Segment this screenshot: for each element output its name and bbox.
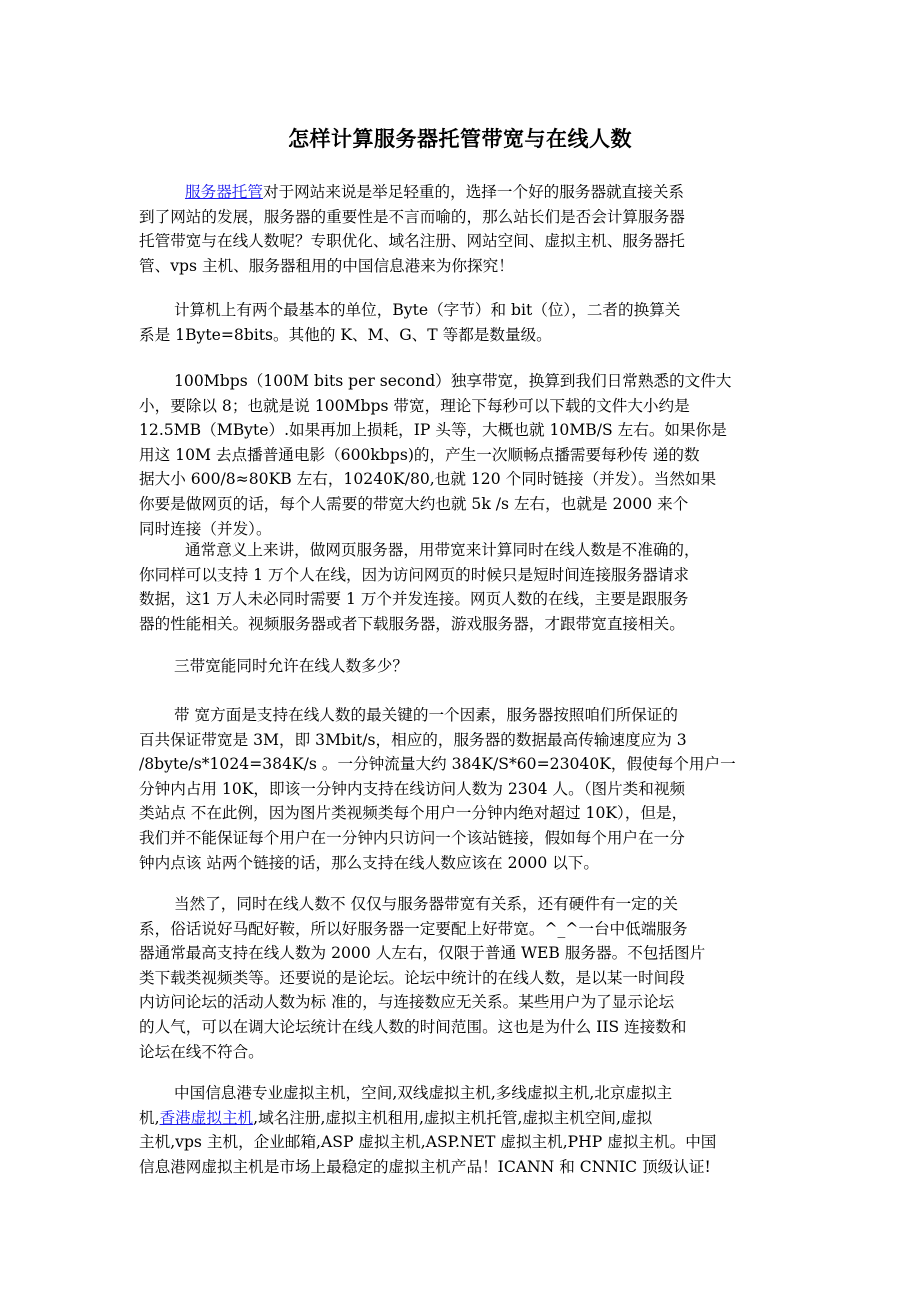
paragraph-line: 内访问论坛的活动人数为标 准的，与连接数应无关系。某些用户为了显示论坛: [139, 993, 675, 1012]
paragraph-line: 论坛在线不符合。: [139, 1042, 264, 1061]
paragraph-line: 你同样可以支持 1 万个人在线，因为访问网页的时候只是短时间连接服务器请求: [139, 565, 690, 584]
document-title: 怎样计算服务器托管带宽与在线人数: [288, 127, 632, 151]
paragraph-line: 器通常最高支持在线人数为 2000 人左右，仅限于普通 WEB 服务器。不包括图片: [139, 944, 706, 963]
paragraph-line: 的人气，可以在调大论坛统计在线人数的时间范围。这也是为什么 IIS 连接数和: [139, 1017, 687, 1036]
paragraph-line: [139, 298, 789, 323]
paragraph-line: [139, 538, 789, 563]
paragraph-line: 托管带宽与在线人数呢？专职优化、域名注册、网站空间、虚拟主机、服务器托: [139, 232, 685, 251]
paragraph-line: [139, 180, 789, 205]
paragraph-line: 钟内点该 站两个链接的话，那么支持在线人数应该在 2000 以下。: [139, 853, 599, 872]
paragraph-line: 同时连接（并发）。: [139, 519, 272, 538]
paragraph-text: 中国信息港专业虚拟主机，空间,双线虚拟主机,多线虚拟主机,北京虚拟主: [174, 1084, 673, 1102]
paragraph-line: 分钟内占用 10K，即该一分钟内支持在线访问人数为 2304 人。（图片类和视频: [139, 779, 686, 798]
paragraph-line: 器的性能相关。视频服务器或者下载服务器，游戏服务器，才跟带宽直接相关。: [139, 614, 685, 633]
paragraph-line: [139, 369, 789, 394]
section-heading: 三带宽能同时允许在线人数多少？: [174, 657, 408, 675]
paragraph-line: 我们并不能保证每个用户在一分钟内只访问一个该站链接，假如每个用户在一分: [139, 828, 685, 847]
paragraph-text: 计算机上有两个最基本的单位，Byte（字节）和 bit（位），二者的换算关: [174, 301, 681, 319]
paragraph-line: 类下载类视频类等。还要说的是论坛。论坛中统计的在线人数，是以某一时间段: [139, 968, 685, 987]
paragraph-line: 主机,vps 主机，企业邮箱,ASP 虚拟主机,ASP.NET 虚拟主机,PHP 虚拟主机。中国: [139, 1133, 717, 1152]
paragraph-line: 据大小 600/8≈80KB 左右，10240K/80,也就 120 个同时链接（并发）。当然如果: [139, 470, 717, 489]
paragraph-advertisement: [139, 1081, 789, 1179]
paragraph-line: 类站点 不在此例，因为图片类视频类每个用户一分钟内绝对超过 10K），但是，: [139, 804, 688, 823]
paragraph-line: 系，俗话说好马配好鞍，所以好服务器一定要配上好带宽。^_^一台中低端服务: [139, 919, 688, 938]
paragraph-line: 管、vps 主机、服务器租用的中国信息港来为你探究！: [139, 256, 514, 275]
paragraph-line: [139, 1081, 789, 1106]
paragraph-line: [139, 703, 789, 728]
paragraph-text: 当然了，同时在线人数不 仅仅与服务器带宽有关系，还有硬件有一定的关: [174, 895, 678, 913]
paragraph-line: 系是 1Byte=8bits。其他的 K、M、G、T 等都是数量级。: [139, 325, 552, 344]
paragraph-web-server: [139, 538, 789, 636]
paragraph-text: 机,: [139, 1108, 160, 1127]
paragraph-line: 12.5MB（MByte）.如果再加上损耗，IP 头等，大概也就 10MB/S 左右。如果你是: [139, 421, 727, 440]
paragraph-line: 用这 10M 去点播普通电影（600kbps)的，产生一次顺畅点播需要每秒传 递的数: [139, 445, 700, 464]
paragraph-calculation: [139, 703, 789, 875]
paragraph-text: 通常意义上来讲，做网页服务器，用带宽来计算同时在线人数是不准确的，: [185, 541, 700, 559]
hk-virtual-host-link[interactable]: 香港虚拟主机: [159, 1108, 254, 1127]
paragraph-text: 100Mbps（100M bits per second）独享带宽，换算到我们日常熟悉的文件大: [174, 372, 732, 390]
paragraph-intro: [139, 180, 789, 278]
paragraph-line: 信息港网虚拟主机是市场上最稳定的虚拟主机产品！ICANN 和 CNNIC 顶级认证!: [139, 1157, 711, 1176]
paragraph-bandwidth: [139, 369, 789, 541]
paragraph-line: 百共保证带宽是 3M，即 3Mbit/s，相应的，服务器的数据最高传输速度应为 3: [139, 730, 687, 749]
paragraph-line: [139, 1106, 789, 1131]
paragraph-text: 带 宽方面是支持在线人数的最关键的一个因素，服务器按照咱们所保证的: [174, 706, 678, 724]
paragraph-line: 数据，这1 万人未必同时需要 1 万个并发连接。网页人数的在线，主要是跟服务: [139, 590, 689, 609]
paragraph-text: ,域名注册,虚拟主机租用,虚拟主机托管,虚拟主机空间,虚拟: [253, 1108, 653, 1127]
paragraph-hardware: [139, 892, 789, 1064]
paragraph-text: 对于网站来说是举足轻重的，选择一个好的服务器就直接关系: [262, 183, 685, 201]
paragraph-line: 小，要除以 8；也就是说 100Mbps 带宽，理论下每秒可以下载的文件大小约是: [139, 396, 690, 415]
paragraph-line: 到了网站的发展，服务器的重要性是不言而喻的，那么站长们是否会计算服务器: [139, 207, 685, 226]
paragraph-line: /8byte/s*1024=384K/s 。一分钟流量大约 384K/S*60=23040K，假使每个用户一: [139, 755, 736, 774]
server-hosting-link[interactable]: 服务器托管: [185, 183, 263, 201]
paragraph-question: [139, 654, 789, 679]
paragraph-line: 你要是做网页的话，每个人需要的带宽大约也就 5k /s 左右，也就是 2000 来个: [139, 494, 689, 513]
paragraph-units: [139, 298, 789, 347]
paragraph-line: [139, 892, 789, 917]
paragraph-line: [139, 654, 789, 679]
